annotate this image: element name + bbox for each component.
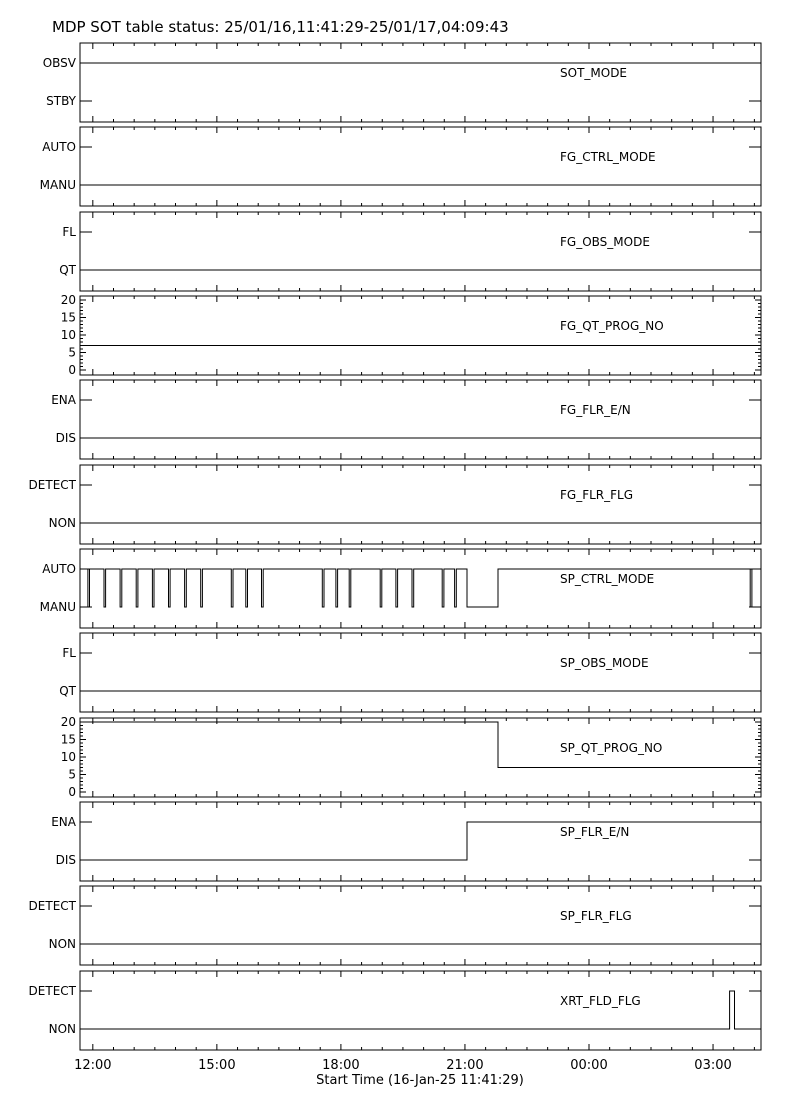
y-tick-label: ENA: [51, 815, 76, 829]
panel-label: FG_OBS_MODE: [560, 235, 650, 249]
x-axis: [74, 1058, 732, 1073]
panel-fg-ctrl-mode: [40, 127, 761, 206]
panel-xrt-fld-flg: [29, 971, 761, 1050]
panel-label: XRT_FLD_FLG: [560, 994, 641, 1008]
x-axis-title: Start Time (16-Jan-25 11:41:29): [316, 1073, 524, 1088]
panel-sp-flr-flg: [29, 886, 761, 965]
panel-frame: [80, 802, 761, 881]
y-tick-label: NON: [48, 516, 76, 530]
panel-frame: [80, 296, 761, 375]
y-tick-label: MANU: [39, 178, 76, 192]
y-tick-label: 0: [68, 363, 76, 377]
y-tick-label: 0: [68, 785, 76, 799]
y-tick-label: 10: [60, 750, 76, 764]
panel-frame: [80, 633, 761, 712]
y-tick-label: STBY: [46, 94, 76, 108]
panel-fg-flr-flg: [29, 465, 761, 544]
panel-frame: [80, 718, 761, 797]
panel-fg-qt-prog-no: [61, 293, 761, 377]
panel-label: SP_QT_PROG_NO: [560, 741, 663, 755]
panel-sp-qt-prog-no: [61, 715, 761, 799]
panel-frame: [80, 380, 761, 459]
panel-label: FG_FLR_E/N: [560, 403, 631, 417]
x-tick-label: 03:00: [694, 1058, 732, 1073]
y-tick-label: AUTO: [42, 562, 76, 576]
panel-frame: [80, 549, 761, 628]
x-tick-label: 15:00: [198, 1058, 236, 1073]
panel-sp-flr-e-n: [51, 802, 761, 881]
panel-label: SP_FLR_E/N: [560, 825, 630, 839]
y-tick-label: DETECT: [28, 899, 76, 913]
y-tick-label: 5: [68, 345, 76, 360]
y-tick-label: 10: [60, 328, 76, 342]
panel-sot-mode: [43, 43, 761, 122]
y-tick-label: 20: [60, 293, 76, 307]
x-tick-label: 21:00: [446, 1058, 484, 1073]
y-tick-label: FL: [62, 225, 76, 239]
y-tick-label: DIS: [55, 431, 76, 445]
y-tick-label: 20: [60, 715, 76, 729]
y-tick-label: QT: [59, 684, 76, 698]
y-tick-label: NON: [48, 1022, 76, 1036]
panel-frame: [80, 212, 761, 291]
y-tick-label: NON: [48, 937, 76, 951]
y-tick-label: DETECT: [28, 984, 76, 998]
panel-fg-flr-e-n: [51, 380, 761, 459]
x-tick-label: 00:00: [570, 1058, 608, 1073]
panel-label: FG_FLR_FLG: [560, 488, 634, 502]
panel-frame: [80, 886, 761, 965]
x-tick-label: 12:00: [74, 1058, 112, 1073]
y-tick-label: 15: [60, 310, 76, 325]
y-tick-label: AUTO: [42, 140, 76, 154]
y-tick-label: ENA: [51, 393, 76, 407]
status-trace: [80, 991, 761, 1029]
y-tick-label: QT: [59, 263, 76, 277]
y-tick-label: DETECT: [28, 478, 76, 492]
panels: [29, 43, 761, 1050]
panel-frame: [80, 43, 761, 122]
panel-frame: [80, 465, 761, 544]
panel-label: SP_CTRL_MODE: [560, 572, 655, 586]
y-tick-label: 5: [68, 767, 76, 782]
panel-label: SOT_MODE: [560, 66, 628, 80]
panel-sp-obs-mode: [59, 633, 761, 712]
status-trace: [80, 822, 761, 860]
chart-title: MDP SOT table status: 25/01/16,11:41:29-25/01/17,04:09:43: [52, 18, 509, 36]
y-tick-label: OBSV: [42, 56, 76, 70]
status-trace: [80, 569, 761, 607]
panel-sp-ctrl-mode: [40, 549, 761, 628]
y-tick-label: DIS: [55, 853, 76, 867]
x-tick-label: 18:00: [322, 1058, 360, 1073]
panel-label: FG_QT_PROG_NO: [560, 319, 664, 333]
panel-label: SP_OBS_MODE: [560, 656, 649, 670]
panel-frame: [80, 971, 761, 1050]
y-tick-label: MANU: [39, 600, 76, 614]
y-tick-label: 15: [60, 732, 76, 747]
panel-label: FG_CTRL_MODE: [560, 150, 656, 164]
panel-label: SP_FLR_FLG: [560, 909, 632, 923]
y-tick-label: FL: [62, 646, 76, 660]
panel-fg-obs-mode: [59, 212, 761, 291]
panel-frame: [80, 127, 761, 206]
